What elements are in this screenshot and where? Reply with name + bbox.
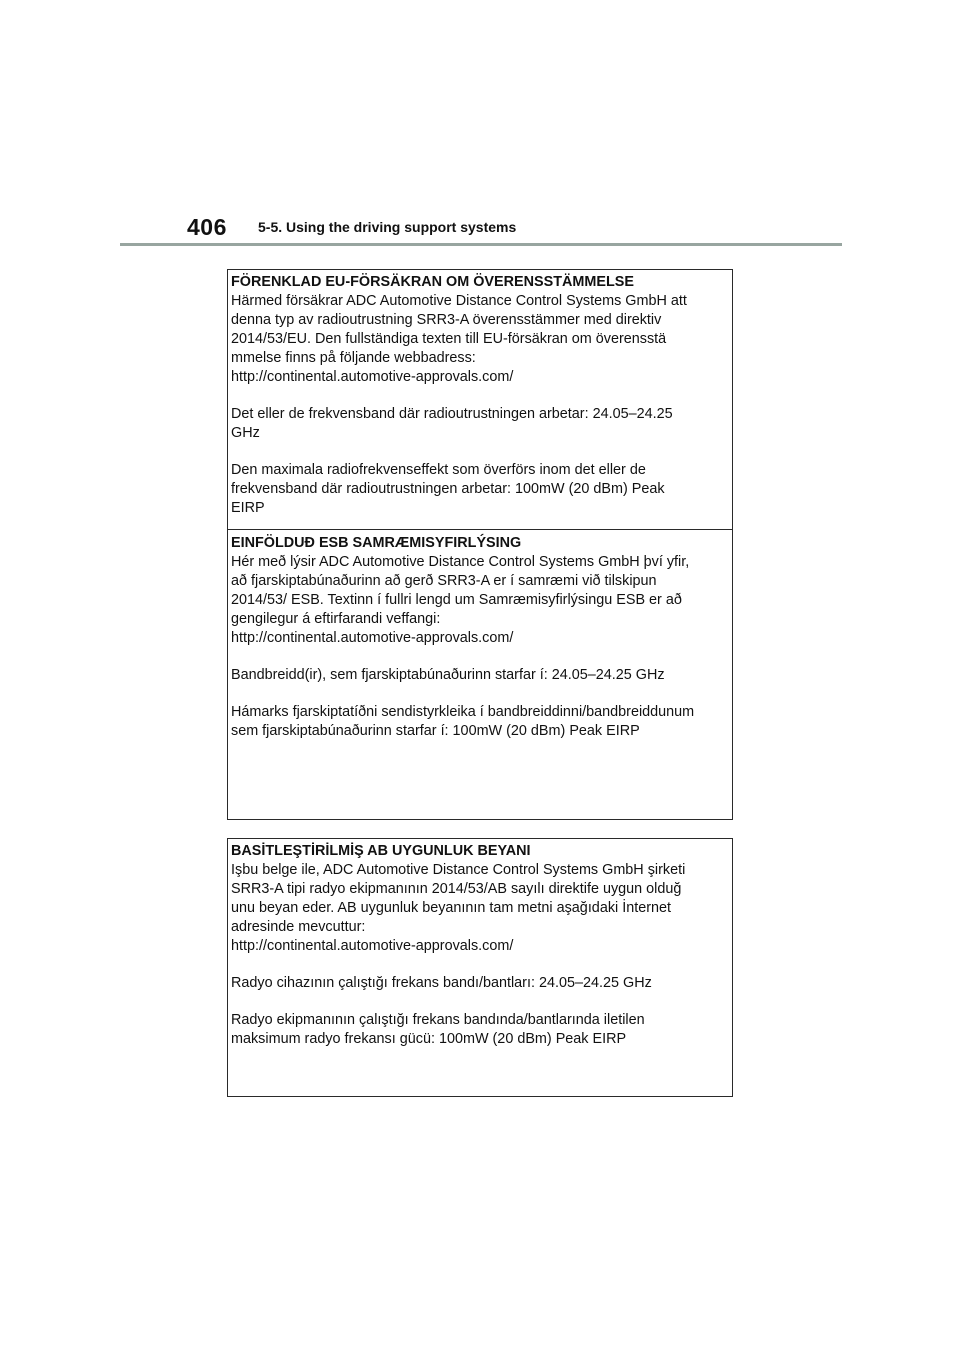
header-divider	[120, 243, 842, 246]
swedish-paragraph-2	[231, 405, 728, 443]
text-line: SRR3-A tipi radyo ekipmanının 2014/53/AB sayılı direktife uygun olduğ	[231, 881, 682, 897]
text-line: Radyo ekipmanının çalıştığı frekans bandında/bantlarında iletilen	[231, 1012, 645, 1028]
text-line: GHz	[231, 425, 260, 441]
text-line: http://continental.automotive-approvals.com/	[231, 369, 514, 385]
text-line: Hámarks fjarskiptatíðni sendistyrkleika í bandbreiddinni/bandbreiddunum	[231, 704, 695, 720]
text-line: http://continental.automotive-approvals.com/	[231, 938, 514, 954]
turkish-declaration	[231, 842, 728, 1049]
icelandic-heading: EINFÖLDUÐ ESB SAMRÆMISYFIRLÝSING	[231, 535, 522, 551]
text-line: Det eller de frekvensband där radioutrustningen arbetar: 24.05–24.25	[231, 406, 673, 422]
icelandic-paragraph-1	[231, 553, 728, 648]
turkish-paragraph-2	[231, 974, 728, 993]
swedish-paragraph-1	[231, 292, 728, 387]
declaration-box-swedish-icelandic	[227, 269, 733, 820]
text-line: gengilegur á eftirfarandi veffangi:	[231, 611, 441, 627]
text-line: 2014/53/ ESB. Textinn í fullri lengd um Samræmisyfirlýsingu ESB er að	[231, 592, 682, 608]
text-line: EIRP	[231, 500, 265, 516]
text-line: 2014/53/EU. Den fullständiga texten till EU-försäkran om överensstä	[231, 331, 667, 347]
section-title: 5-5. Using the driving support systems	[258, 219, 517, 235]
text-line: Hér með lýsir ADC Automotive Distance Control Systems GmbH því yfir,	[231, 554, 690, 570]
turkish-paragraph-3	[231, 1011, 728, 1049]
text-line: frekvensband där radioutrustningen arbetar: 100mW (20 dBm) Peak	[231, 481, 665, 497]
text-line: Härmed försäkrar ADC Automotive Distance Control Systems GmbH att	[231, 293, 687, 309]
text-line: Radyo cihazının çalıştığı frekans bandı/bantları: 24.05–24.25 GHz	[231, 975, 652, 991]
page-number: 406	[187, 214, 227, 240]
text-line: adresinde mevcuttur:	[231, 919, 366, 935]
icelandic-paragraph-3	[231, 703, 728, 741]
turkish-paragraph-1	[231, 861, 728, 956]
text-line: mmelse finns på följande webbadress:	[231, 350, 476, 366]
turkish-heading: BASİTLEŞTİRİLMİŞ AB UYGUNLUK BEYANI	[231, 843, 531, 859]
text-line: maksimum radyo frekansı gücü: 100mW (20 dBm) Peak EIRP	[231, 1031, 627, 1047]
text-line: Den maximala radiofrekvenseffekt som överförs inom det eller de	[231, 462, 646, 478]
text-line: að fjarskiptabúnaðurinn að gerð SRR3-A er í samræmi við tilskipun	[231, 573, 657, 589]
text-line: sem fjarskiptabúnaðurinn starfar í: 100mW (20 dBm) Peak EIRP	[231, 723, 640, 739]
text-line: denna typ av radioutrustning SRR3-A överensstämmer med direktiv	[231, 312, 662, 328]
section-divider	[228, 529, 732, 530]
text-line: Işbu belge ile, ADC Automotive Distance Control Systems GmbH şirketi	[231, 862, 686, 878]
icelandic-declaration	[231, 534, 728, 741]
swedish-heading: FÖRENKLAD EU-FÖRSÄKRAN OM ÖVERENSSTÄMMELSE	[231, 274, 634, 290]
declaration-box-turkish	[227, 838, 733, 1097]
swedish-paragraph-3	[231, 461, 728, 518]
icelandic-paragraph-2	[231, 666, 728, 685]
swedish-declaration	[231, 273, 728, 518]
text-line: unu beyan eder. AB uygunluk beyanının tam metni aşağıdaki İnternet	[231, 900, 672, 916]
text-line: http://continental.automotive-approvals.com/	[231, 630, 514, 646]
text-line: Bandbreidd(ir), sem fjarskiptabúnaðurinn starfar í: 24.05–24.25 GHz	[231, 667, 665, 683]
